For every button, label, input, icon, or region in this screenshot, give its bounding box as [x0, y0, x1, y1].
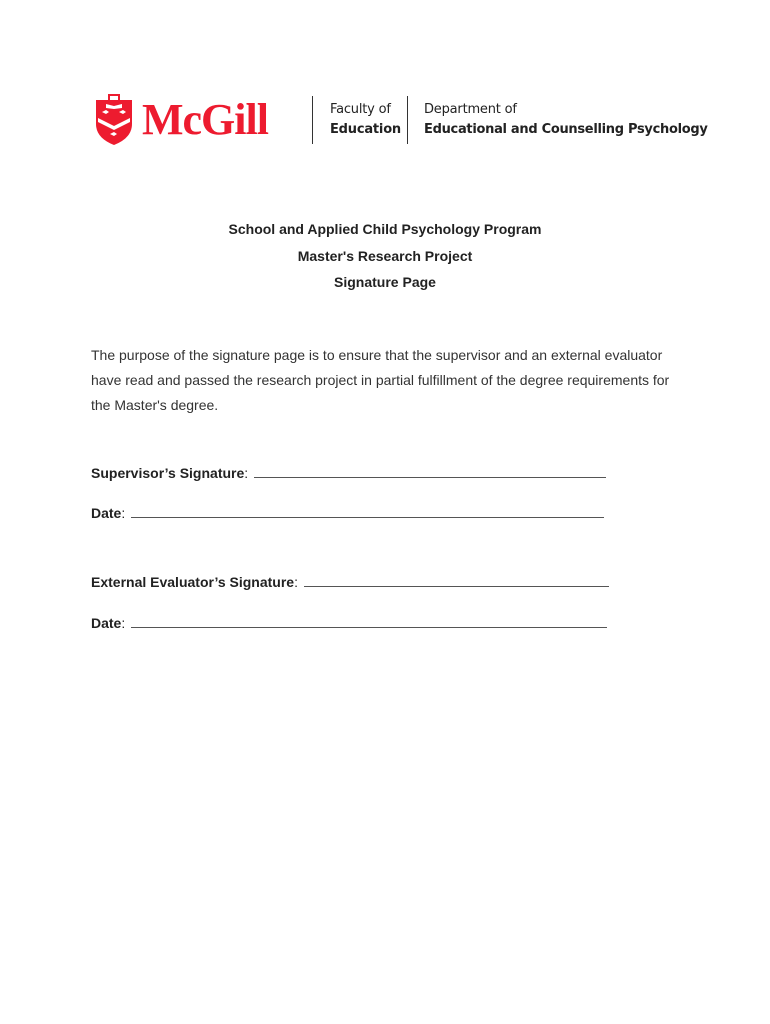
evaluator-signature-field	[91, 572, 609, 592]
project-title: Master's Research Project	[297, 247, 473, 264]
label-colon: :	[294, 574, 298, 590]
page-title: Signature Page	[334, 274, 436, 290]
department-line-2: Educational and Counselling Psychology	[424, 122, 708, 137]
evaluator-signature-line[interactable]	[304, 573, 609, 587]
faculty-name	[330, 100, 401, 140]
program-title: School and Applied Child Psychology Program	[228, 221, 542, 237]
label-colon: :	[121, 505, 126, 521]
document-titles	[0, 219, 770, 299]
faculty-line-1: Faculty of	[330, 102, 391, 117]
letterhead-divider	[312, 96, 313, 144]
supervisor-signature-label: Supervisor’s Signature	[91, 465, 245, 481]
faculty-line-2: Education	[330, 122, 401, 137]
letterhead	[94, 92, 708, 152]
supervisor-date-line[interactable]	[131, 504, 604, 518]
mcgill-crest-icon	[94, 94, 134, 146]
supervisor-signature-line[interactable]	[254, 464, 606, 478]
evaluator-date-field	[91, 613, 607, 633]
evaluator-signature-label: External Evaluator’s Signature	[91, 574, 295, 590]
supervisor-signature-field	[91, 463, 606, 483]
mcgill-wordmark: McGill	[142, 95, 268, 144]
date-label: Date	[91, 615, 122, 631]
date-label: Date	[91, 505, 122, 521]
department-name	[424, 100, 708, 140]
purpose-paragraph: The purpose of the signature page is to ensure that the supervisor and an external evaluator have read and passed the research project in partial fulfillment of the degree requirements for the Master's degree.	[91, 347, 670, 413]
label-colon: :	[244, 465, 249, 481]
department-line-1: Department of	[424, 102, 517, 117]
letterhead-divider	[407, 96, 408, 144]
supervisor-date-field	[91, 503, 604, 523]
label-colon: :	[121, 615, 126, 631]
evaluator-date-line[interactable]	[131, 614, 607, 628]
